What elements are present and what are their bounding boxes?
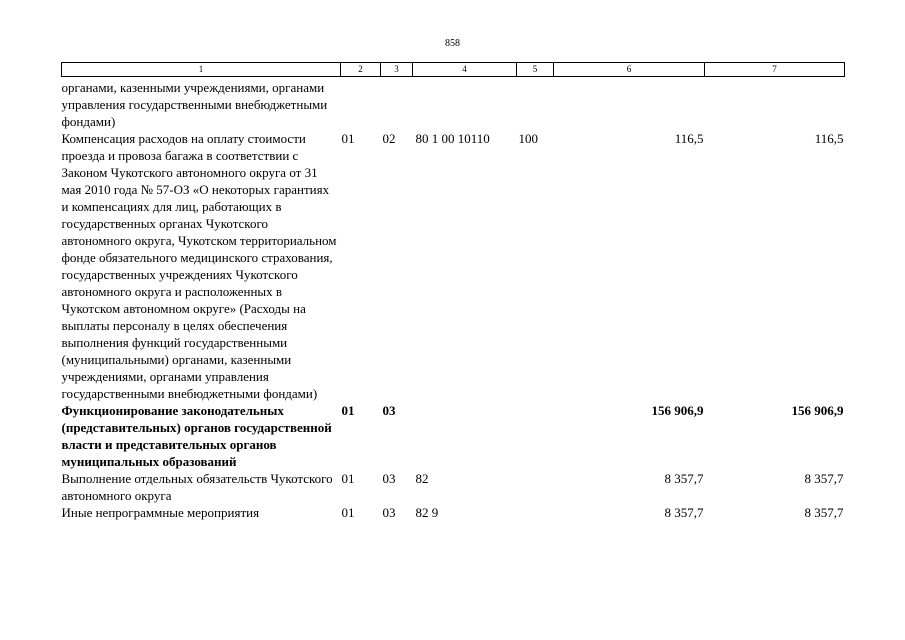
row-section: 01 [341,471,355,486]
row-amount-1: 8 357,7 [664,471,704,486]
row-target-article [413,77,517,131]
row-amount-1: 156 906,9 [651,403,704,418]
table-header [62,63,845,77]
header-col-3: 3 [381,63,413,77]
table-row [62,130,845,402]
row-target-article [413,402,517,470]
header-col-5: 5 [517,63,554,77]
row-name: Функционирование законодательных (представительных) органов государственной власти и представительных органов муниципальных образований [61,403,332,469]
row-expense-type [517,504,554,521]
row-target-article: 82 9 [415,505,439,520]
row-name: органами, казенными учреждениями, органами управления государственными внебюджетными фондами) [61,80,328,129]
row-amount-1 [554,77,705,131]
header-col-1: 1 [62,63,341,77]
table-row [62,470,845,504]
row-amount-2: 116,5 [814,131,844,146]
row-name: Компенсация расходов на оплату стоимости проезда и провоза багажа в соответствии с Законом Чукотского автономного округа от 31 мая 2010 года № 57-ОЗ «О некоторых гарантиях и компенсациях для лиц, работающих в государственных органах Чукотского автономного округа, Чукотском территориальном фонде обязательного медицинского страхования, государственных учреждениях Чукотского автономного округа и расположенных в Чукотском автономном округе» (Расходы на выплаты персоналу в целях обеспечения выполнения функций государственными (муниципальными) органами, казенными учреждениями, органами управления государственными внебюджетными фондами) [61,131,337,401]
header-col-4: 4 [413,63,517,77]
row-amount-1: 116,5 [674,131,704,146]
row-expense-type [517,77,554,131]
row-target-article: 82 [415,471,429,486]
row-section [341,77,381,131]
header-col-7: 7 [705,63,845,77]
row-subsection [381,77,413,131]
row-expense-type [517,402,554,470]
row-amount-2 [705,77,845,131]
table-row [62,77,845,131]
row-section: 01 [341,131,355,146]
row-subsection: 03 [382,403,396,418]
row-expense-type: 100 [518,131,538,146]
table-body [62,77,845,522]
header-col-2: 2 [341,63,381,77]
row-amount-2: 156 906,9 [791,403,844,418]
budget-table [61,62,845,521]
table-row [62,402,845,470]
row-target-article: 80 1 00 10110 [415,131,490,146]
header-col-6: 6 [554,63,705,77]
row-name: Иные непрограммные мероприятия [61,505,260,520]
row-expense-type [517,470,554,504]
table-row [62,504,845,521]
row-subsection: 02 [382,131,396,146]
header-row [62,63,845,77]
row-section: 01 [341,505,355,520]
row-amount-1: 8 357,7 [664,505,704,520]
row-amount-2: 8 357,7 [804,471,844,486]
row-amount-2: 8 357,7 [804,505,844,520]
page-number: 858 [445,38,460,49]
row-section: 01 [341,403,355,418]
row-subsection: 03 [382,471,396,486]
row-name: Выполнение отдельных обязательств Чукотского автономного округа [61,471,333,503]
row-subsection: 03 [382,505,396,520]
